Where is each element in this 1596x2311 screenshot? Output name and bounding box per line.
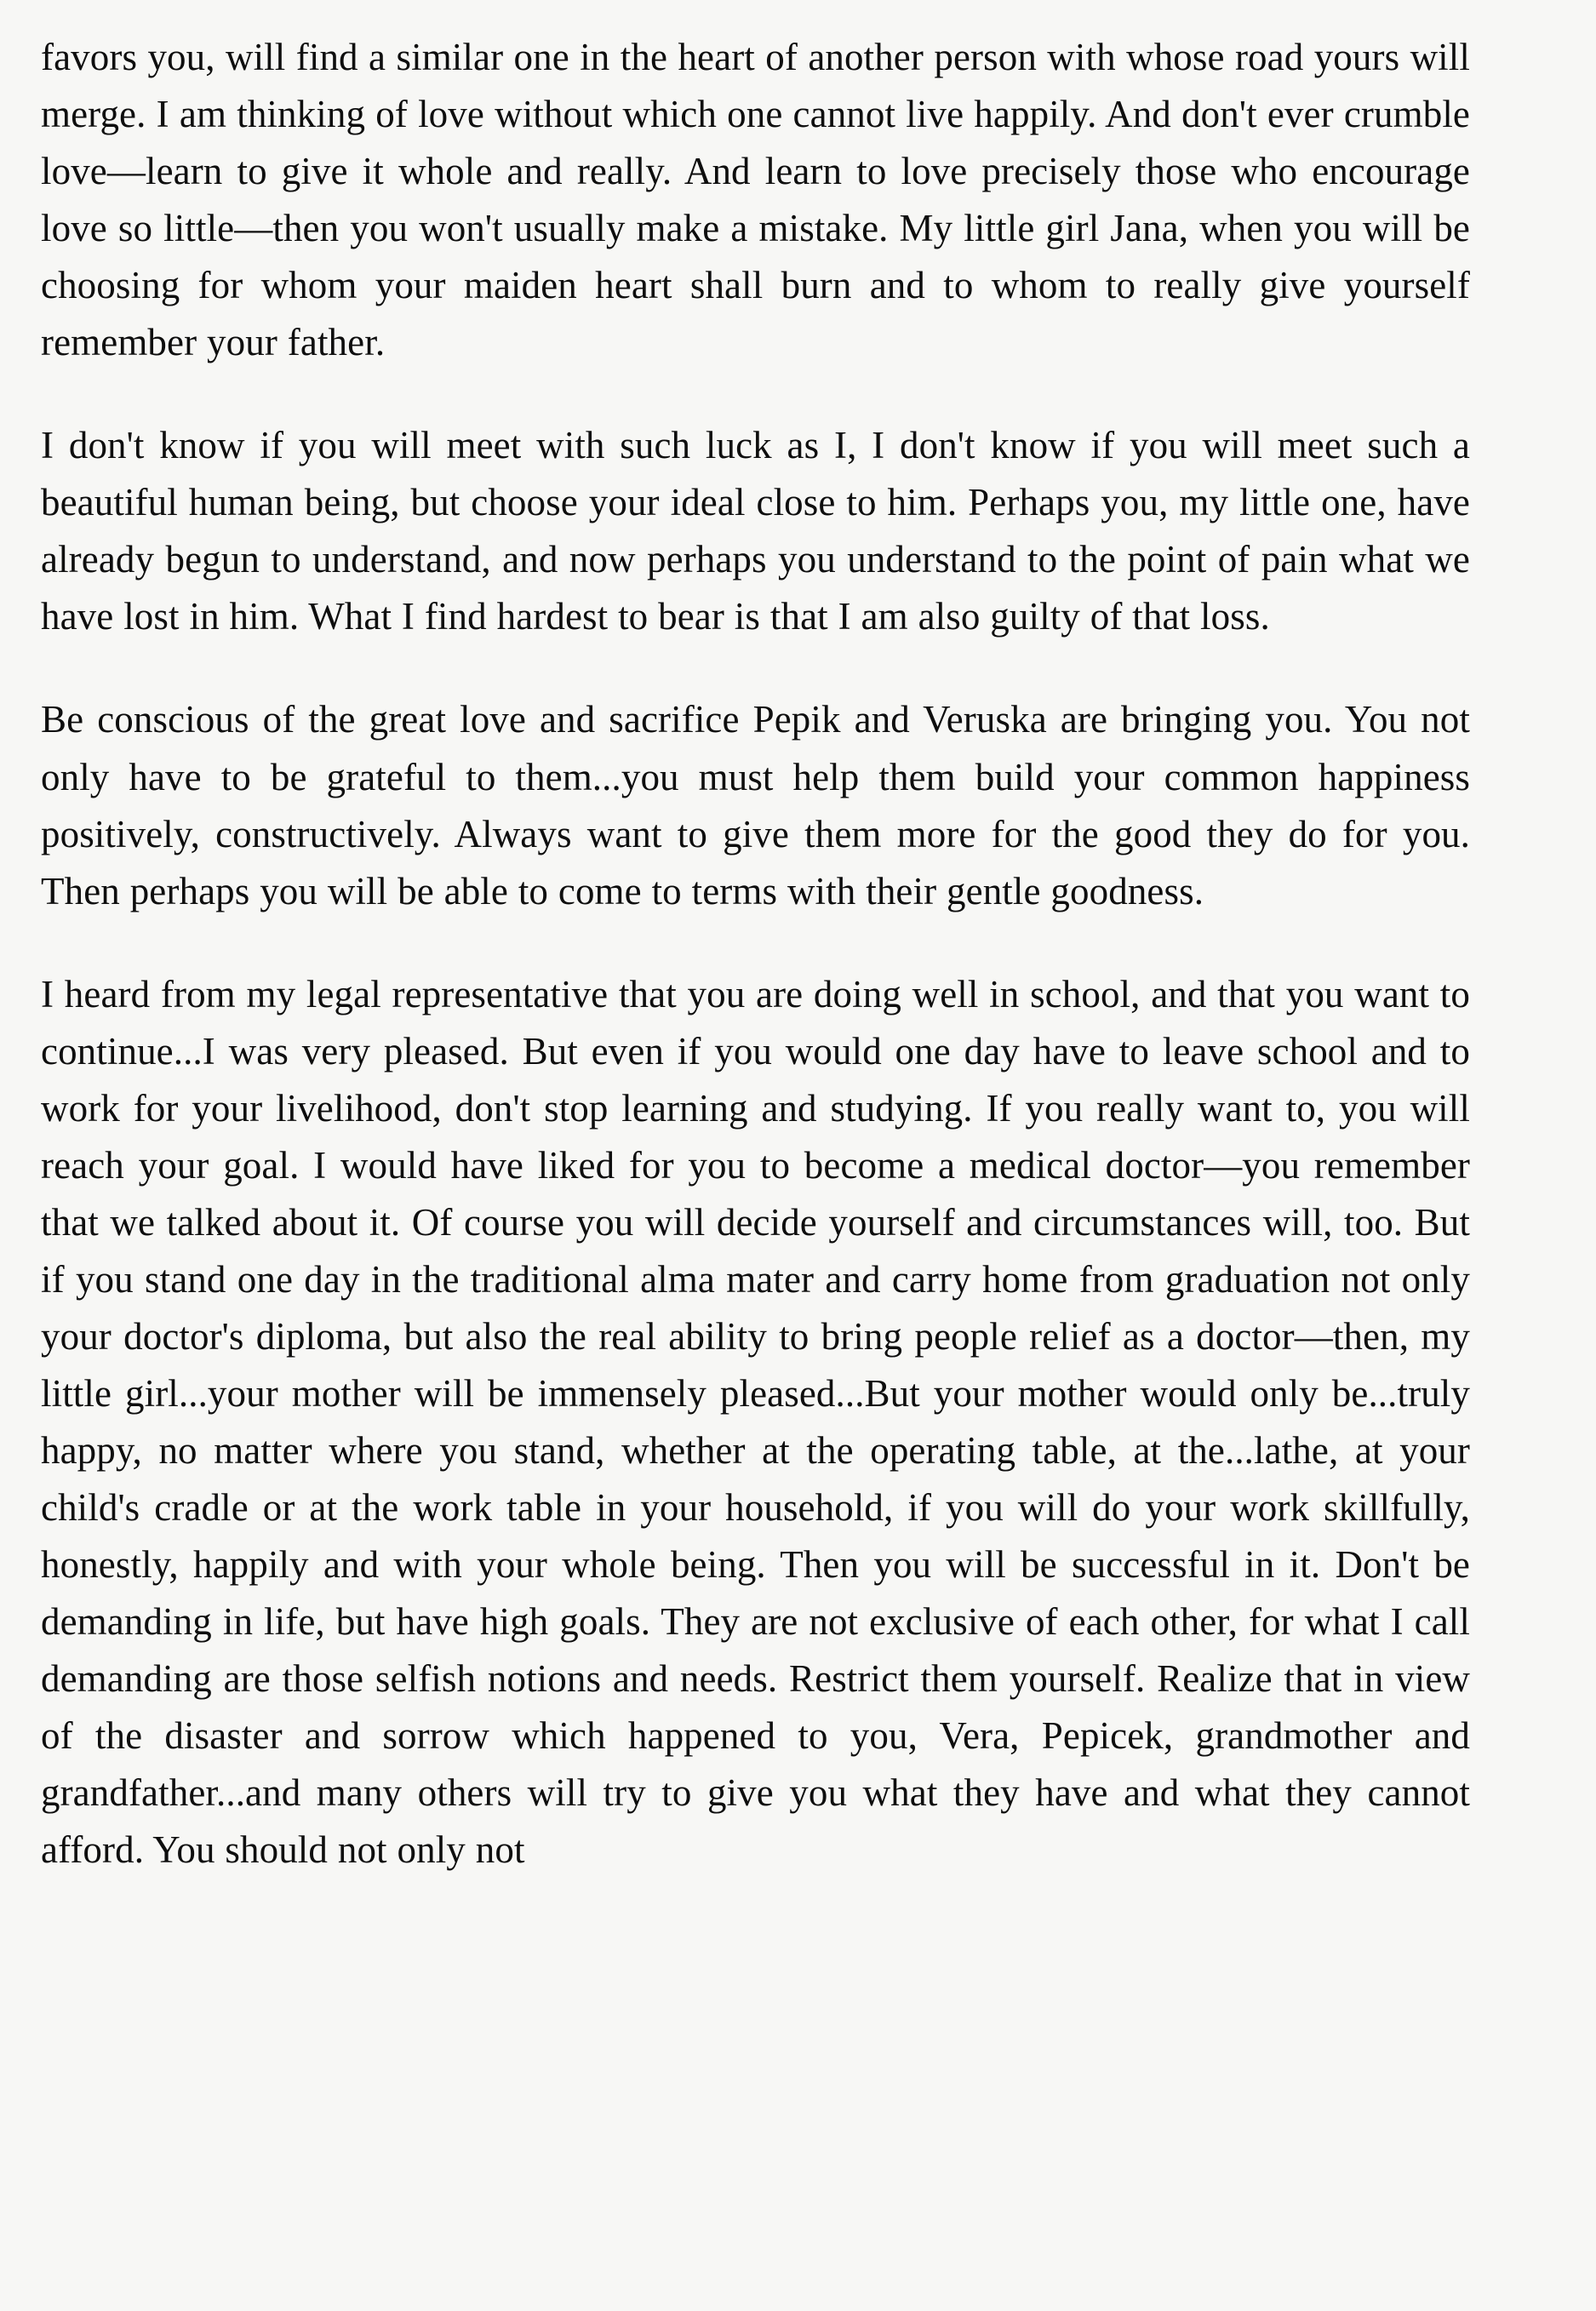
paragraph: favors you, will find a similar one in the heart of another person with whose road yours will merge. I am thinking of love without which one cannot live happily. And don't ever crumble love—learn to give it whole and really. And learn to love precisely those who encourage love so little—then you won't usually make a mistake. My little girl Jana, when you will be choosing for whom your maiden heart shall burn and to whom to really give yourself remember your father.: [41, 36, 1470, 364]
document-text-body: [41, 29, 1470, 1879]
paragraph: I don't know if you will meet with such luck as I, I don't know if you will meet such a beautiful human being, but choose your ideal close to him. Perhaps you, my little one, have already begun to understand, and now perhaps you understand to the point of pain what we have lost in him. What I find hardest to bear is that I am also guilty of that loss.: [41, 424, 1470, 638]
paragraph: I heard from my legal representative that you are doing well in school, and that you want to continue...I was very pleased. But even if you would one day have to leave school and to work for your livelihood, don't stop learning and studying. If you really want to, you will reach your goal. I would have liked for you to become a medical doctor—you remember that we talked about it. Of course you will decide yourself and circumstances will, too. But if you stand one day in the traditional alma mater and carry home from graduation not only your doctor's diploma, but also the real ability to bring people relief as a doctor—then, my little girl...your mother will be immensely pleased...But your mother would only be...truly happy, no matter where you stand, whether at the operating table, at the...lathe, at your child's cradle or at the work table in your household, if you will do your work skillfully, honestly, happily and with your whole being. Then you will be successful in it. Don't be demanding in life, but have high goals. They are not exclusive of each other, for what I call demanding are those selfish notions and needs. Restrict them yourself. Realize that in view of the disaster and sorrow which happened to you, Vera, Pepicek, grandmother and grandfather...and many others will try to give you what they have and what they cannot afford. You should not only not: [41, 972, 1470, 1872]
paragraph: Be conscious of the great love and sacrifice Pepik and Veruska are bringing you. You not only have to be grateful to them...you must help them build your common happiness positively, constructively. Always want to give them more for the good they do for you. Then perhaps you will be able to come to terms with their gentle goodness.: [41, 698, 1470, 912]
